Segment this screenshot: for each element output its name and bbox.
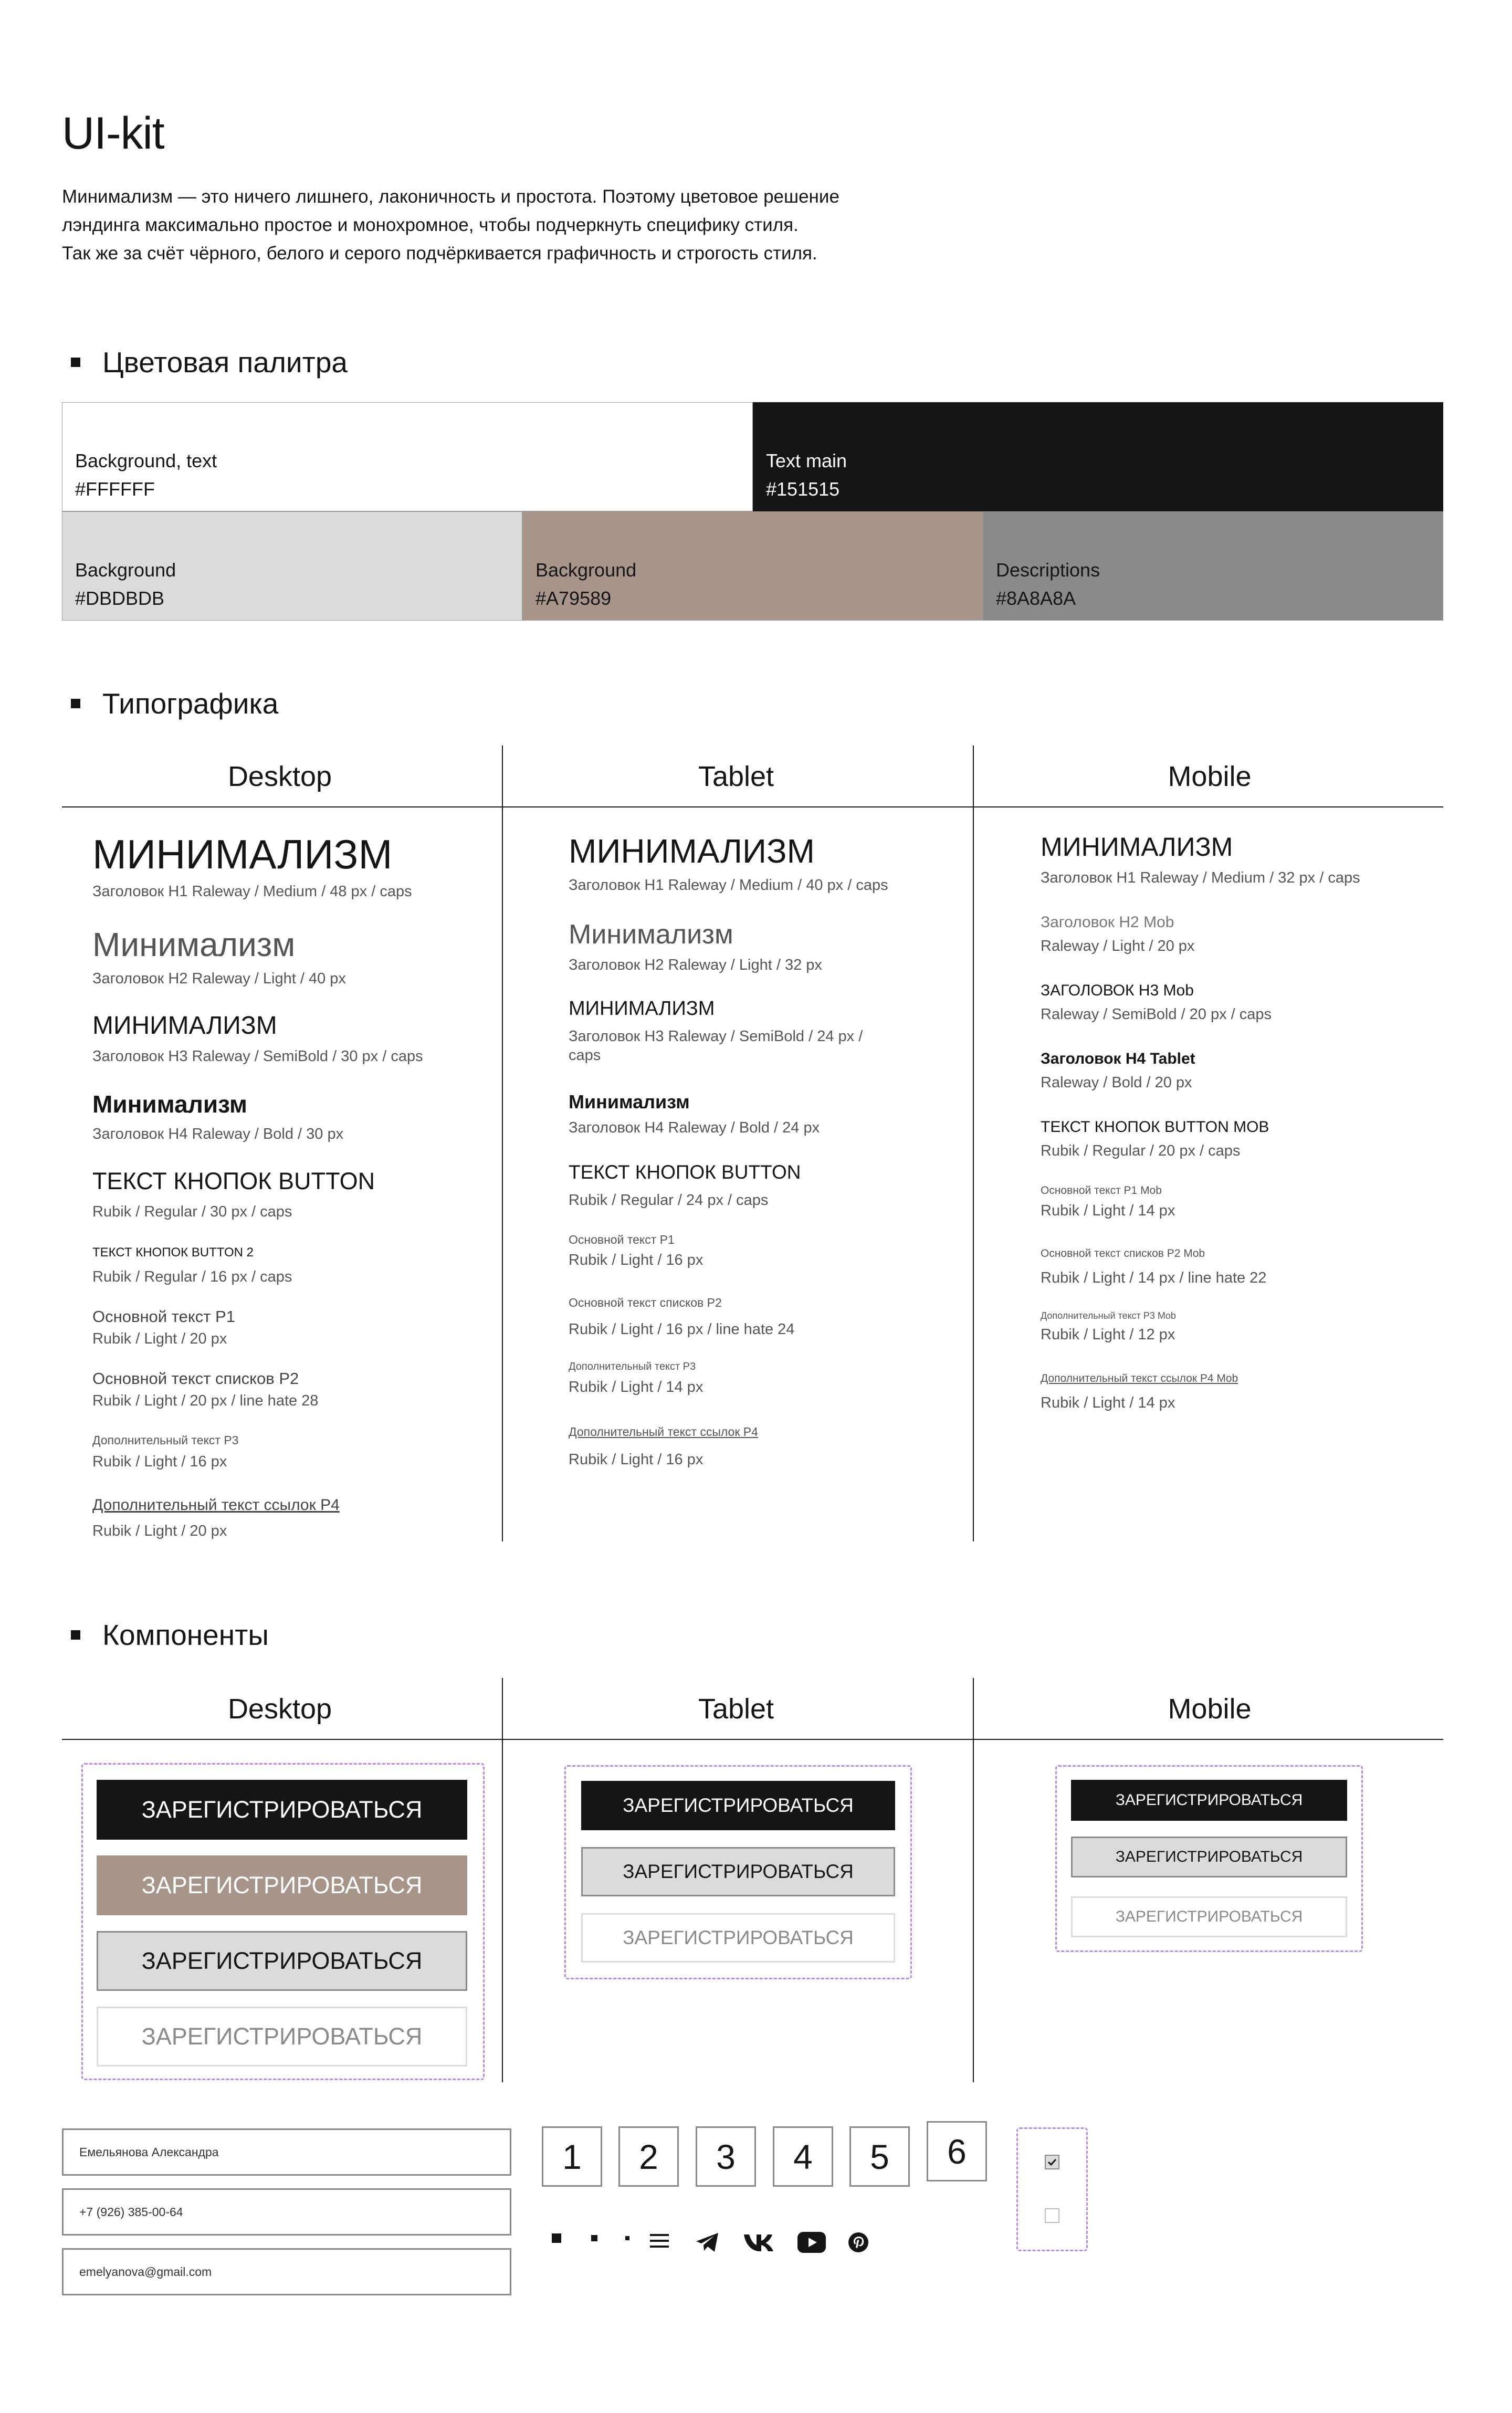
- bullet-icon: [71, 699, 80, 708]
- divider: [973, 1678, 974, 2082]
- phone-field[interactable]: +7 (926) 385-00-64: [62, 2188, 511, 2236]
- register-button-primary[interactable]: ЗАРЕГИСТРИРОВАТЬСЯ: [581, 1781, 895, 1830]
- type-caption: caps: [569, 1047, 601, 1064]
- swatch-name: Background: [75, 559, 176, 581]
- swatch-hex: #151515: [766, 478, 840, 500]
- section-title: Цветовая палитра: [102, 346, 348, 379]
- section-heading-typography: [71, 687, 278, 720]
- checkbox-checked[interactable]: [1045, 2155, 1059, 2169]
- register-button-primary[interactable]: ЗАРЕГИСТРИРОВАТЬСЯ: [97, 1780, 467, 1840]
- type-caption: Rubik / Light / 16 px: [569, 1252, 704, 1268]
- column-heading-desktop: Desktop: [227, 1693, 332, 1725]
- type-sample: МИНИМАЛИЗМ: [569, 998, 715, 1020]
- bullet-icon: [71, 1630, 80, 1640]
- type-caption: Rubik / Regular / 24 px / caps: [569, 1192, 769, 1209]
- type-caption: Заголовок H3 Raleway / SemiBold / 30 px / caps: [92, 1048, 423, 1065]
- type-caption: Заголовок H1 Raleway / Medium / 48 px / caps: [92, 883, 412, 900]
- type-sample: Минимализм: [569, 919, 733, 950]
- checkbox-unchecked[interactable]: [1045, 2208, 1059, 2223]
- type-caption: Rubik / Light / 16 px / line hate 24: [569, 1321, 795, 1338]
- type-sample: Основной текст списков P2: [569, 1296, 722, 1309]
- intro-line: Так же за счёт чёрного, белого и серого подчёркивается графичность и строгость стиля.: [62, 243, 817, 264]
- type-caption: Заголовок H4 Raleway / Bold / 24 px: [569, 1119, 820, 1136]
- swatch-hex: #FFFFFF: [75, 478, 155, 500]
- type-caption: Rubik / Regular / 16 px / caps: [92, 1268, 292, 1285]
- register-button-brown[interactable]: ЗАРЕГИСТРИРОВАТЬСЯ: [97, 1855, 467, 1915]
- menu-icon[interactable]: [649, 2230, 670, 2251]
- page-button-6[interactable]: 6: [927, 2121, 987, 2181]
- type-sample: Основной текст P1: [569, 1233, 675, 1246]
- swatch-brown: [522, 511, 983, 621]
- vk-icon[interactable]: [742, 2230, 777, 2254]
- type-caption: Заголовок H1 Raleway / Medium / 40 px / caps: [569, 877, 888, 894]
- page-button-4[interactable]: 4: [773, 2126, 833, 2187]
- youtube-icon[interactable]: [797, 2230, 826, 2254]
- type-sample: Дополнительный текст P3: [569, 1361, 696, 1372]
- swatch-black: [753, 402, 1443, 511]
- section-title: Компоненты: [102, 1619, 269, 1651]
- column-heading-tablet: Tablet: [698, 1693, 774, 1725]
- type-sample: Основной текст списков P2: [92, 1369, 299, 1388]
- divider: [62, 806, 1443, 807]
- pinterest-icon[interactable]: [846, 2230, 870, 2254]
- type-caption: Raleway / Light / 20 px: [1041, 938, 1195, 954]
- type-sample-link[interactable]: Дополнительный текст ссылок P4 Mob: [1041, 1372, 1238, 1384]
- bullet-icon: [71, 358, 80, 367]
- register-button-grey[interactable]: ЗАРЕГИСТРИРОВАТЬСЯ: [97, 1931, 467, 1991]
- type-caption: Rubik / Light / 16 px: [569, 1451, 704, 1468]
- swatch-light-grey: [62, 511, 522, 621]
- type-caption: Rubik / Regular / 20 px / caps: [1041, 1142, 1241, 1159]
- intro-text: [62, 183, 1007, 268]
- page-button-3[interactable]: 3: [696, 2126, 756, 2187]
- type-sample: Основной текст P1: [92, 1307, 235, 1326]
- section-heading-palette: [71, 345, 348, 379]
- type-sample: МИНИМАЛИЗМ: [569, 832, 815, 870]
- divider: [62, 1739, 1443, 1740]
- intro-line: лэндинга максимально простое и монохромное, чтобы подчеркнуть специфику стиля.: [62, 215, 799, 235]
- swatch-hex: #A79589: [536, 587, 612, 609]
- type-sample-link[interactable]: Дополнительный текст ссылок P4: [92, 1496, 340, 1514]
- swatch-name: Descriptions: [996, 559, 1100, 581]
- type-caption: Raleway / Bold / 20 px: [1041, 1074, 1192, 1091]
- type-sample: Дополнительный текст P3: [92, 1433, 239, 1447]
- type-caption: Заголовок H4 Raleway / Bold / 30 px: [92, 1126, 344, 1142]
- type-caption: Заголовок H2 Raleway / Light / 40 px: [92, 970, 346, 987]
- square-small-icon: [622, 2230, 633, 2246]
- page-button-1[interactable]: 1: [542, 2126, 602, 2187]
- type-caption: Rubik / Regular / 30 px / caps: [92, 1203, 292, 1220]
- type-caption: Заголовок H3 Raleway / SemiBold / 24 px /: [569, 1028, 863, 1045]
- color-palette: [62, 402, 1443, 621]
- type-sample: ТЕКСТ КНОПОК BUTTON: [92, 1168, 375, 1194]
- email-field[interactable]: emelyanova@gmail.com: [62, 2248, 511, 2295]
- intro-line: Минимализм — это ничего лишнего, лаконичность и простота. Поэтому цветовое решение: [62, 186, 839, 207]
- type-caption: Raleway / SemiBold / 20 px / caps: [1041, 1006, 1272, 1023]
- type-sample: Дополнительный текст P3 Mob: [1041, 1310, 1176, 1321]
- checkbox-group: [1016, 2127, 1088, 2251]
- swatch-name: Background, text: [75, 450, 217, 471]
- check-icon: [1047, 2158, 1057, 2166]
- type-caption: Заголовок H1 Raleway / Medium / 32 px / caps: [1041, 869, 1360, 886]
- square-large-icon: [551, 2230, 562, 2246]
- swatch-white: [62, 402, 753, 511]
- type-caption: Rubik / Light / 20 px / line hate 28: [92, 1392, 319, 1409]
- type-sample: Минимализм: [92, 926, 296, 963]
- column-heading-desktop: Desktop: [227, 761, 332, 792]
- type-sample: Минимализм: [92, 1090, 247, 1118]
- page-title: UI-kit: [62, 108, 164, 159]
- swatch-grey: [983, 511, 1443, 621]
- type-caption: Rubik / Light / 14 px: [1041, 1394, 1175, 1411]
- type-sample: Основной текст P1 Mob: [1041, 1184, 1162, 1197]
- type-sample: Основной текст списков P2 Mob: [1041, 1247, 1205, 1260]
- type-sample: ТЕКСТ КНОПОК BUTTON: [569, 1161, 801, 1183]
- register-button-grey[interactable]: ЗАРЕГИСТРИРОВАТЬСЯ: [581, 1847, 895, 1896]
- type-sample: МИНИМАЛИЗМ: [92, 831, 393, 877]
- swatch-hex: #8A8A8A: [996, 587, 1076, 609]
- divider: [502, 1678, 503, 2082]
- section-heading-components: [71, 1618, 269, 1652]
- type-sample: ТЕКСТ КНОПОК BUTTON 2: [92, 1245, 254, 1260]
- type-caption: Rubik / Light / 14 px / line hate 22: [1041, 1270, 1267, 1286]
- swatch-hex: #DBDBDB: [75, 587, 165, 609]
- divider: [973, 746, 974, 1541]
- type-caption: Rubik / Light / 20 px: [92, 1523, 227, 1539]
- page-button-5[interactable]: 5: [849, 2126, 910, 2187]
- section-title: Типографика: [102, 687, 279, 720]
- swatch-name: Text main: [766, 450, 847, 471]
- register-button-primary[interactable]: ЗАРЕГИСТРИРОВАТЬСЯ: [1071, 1780, 1347, 1821]
- type-sample: МИНИМАЛИЗМ: [1041, 832, 1233, 862]
- register-button-outline[interactable]: ЗАРЕГИСТРИРОВАТЬСЯ: [1071, 1896, 1347, 1937]
- page-button-2[interactable]: 2: [618, 2126, 679, 2187]
- column-heading-mobile: Mobile: [1168, 761, 1252, 792]
- swatch-name: Background: [536, 559, 637, 581]
- register-button-grey[interactable]: ЗАРЕГИСТРИРОВАТЬСЯ: [1071, 1837, 1347, 1877]
- type-sample: МИНИМАЛИЗМ: [92, 1012, 277, 1040]
- name-field[interactable]: Емельянова Александра: [62, 2128, 511, 2176]
- telegram-icon[interactable]: [694, 2230, 720, 2254]
- type-sample: ТЕКСТ КНОПОК BUTTON MOB: [1041, 1118, 1269, 1136]
- type-caption: Заголовок H2 Raleway / Light / 32 px: [569, 957, 822, 973]
- type-sample: Заголовок H4 Tablet: [1041, 1050, 1195, 1067]
- type-caption: Rubik / Light / 20 px: [92, 1330, 227, 1347]
- type-sample: Заголовок H2 Mob: [1041, 914, 1174, 931]
- type-sample: ЗАГОЛОВОК H3 Mob: [1041, 982, 1194, 999]
- type-caption: Rubik / Light / 14 px: [1041, 1202, 1175, 1219]
- type-caption: Rubik / Light / 14 px: [569, 1379, 704, 1396]
- divider: [502, 746, 503, 1541]
- square-medium-icon: [589, 2230, 600, 2246]
- type-sample-link[interactable]: Дополнительный текст ссылок P4: [569, 1425, 758, 1439]
- type-caption: Rubik / Light / 12 px: [1041, 1326, 1175, 1343]
- type-caption: Rubik / Light / 16 px: [92, 1453, 227, 1470]
- register-button-outline[interactable]: ЗАРЕГИСТРИРОВАТЬСЯ: [581, 1913, 895, 1963]
- register-button-outline[interactable]: ЗАРЕГИСТРИРОВАТЬСЯ: [97, 2007, 467, 2066]
- type-sample: Минимализм: [569, 1091, 690, 1113]
- column-heading-mobile: Mobile: [1168, 1693, 1252, 1725]
- column-heading-tablet: Tablet: [698, 761, 774, 792]
